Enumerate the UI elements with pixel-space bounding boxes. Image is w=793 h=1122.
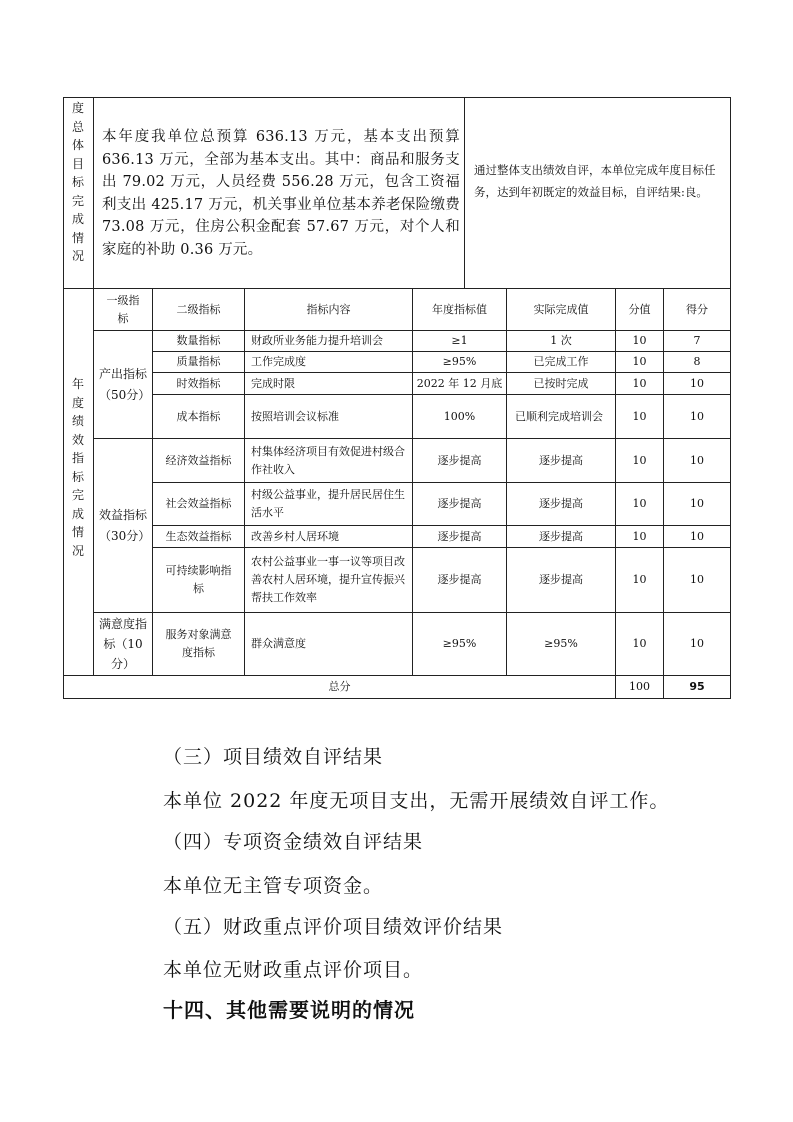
row-weight: 10 bbox=[632, 529, 647, 543]
section-text-4: 本单位无主管专项资金。 bbox=[163, 875, 384, 897]
group-benefit: 效益指标（30分） bbox=[99, 507, 151, 543]
total-label: 总分 bbox=[328, 680, 351, 693]
budget-summary: 本年度我单位总预算 636.13 万元，基本支出预算 636.13 万元，全部为基本支出。其中：商品和服务支出 79.02 万元，人员经费 556.28 万元，包含工资福利支出 425.17 万元，机关事业单位基本养老保险缴费 73.08 万元，住房公积金配套 57.67 万元，对个人和家庭的补助 0.36 万元。 bbox=[102, 129, 460, 258]
row-weight: 10 bbox=[632, 409, 647, 423]
row-level2: 生态效益指标 bbox=[165, 529, 232, 543]
row-weight: 10 bbox=[632, 334, 647, 347]
section-heading-4: （四）专项资金绩效自评结果 bbox=[163, 831, 424, 853]
row-score: 10 bbox=[690, 376, 704, 390]
row-actual: ≥95% bbox=[544, 637, 578, 650]
row-level2: 时效指标 bbox=[176, 376, 221, 390]
row-target: 逐步提高 bbox=[437, 529, 482, 543]
total-score: 95 bbox=[689, 680, 705, 693]
row-level2: 成本指标 bbox=[176, 409, 221, 423]
row-content: 村级公益事业，提升居民居住生活水平 bbox=[251, 488, 405, 519]
row-target: ≥95% bbox=[442, 637, 477, 650]
row-content: 村集体经济项目有效促进村级合作社收入 bbox=[251, 444, 405, 476]
row-target: ≥1 bbox=[451, 334, 468, 347]
row-target: 逐步提高 bbox=[437, 573, 482, 586]
row-actual: 逐步提高 bbox=[539, 453, 583, 467]
row-level2: 服务对象满意度指标 bbox=[165, 628, 232, 659]
section-text-5: 本单位无财政重点评价项目。 bbox=[163, 959, 424, 981]
row-target: ≥95% bbox=[442, 355, 477, 368]
annual-performance-label: 年度绩效指标完成情况 bbox=[72, 377, 85, 558]
row-weight: 10 bbox=[632, 573, 647, 586]
row-level2: 可持续影响指标 bbox=[165, 564, 232, 595]
row-actual: 逐步提高 bbox=[539, 497, 583, 510]
row-target: 逐步提高 bbox=[437, 453, 482, 467]
row-content: 群众满意度 bbox=[251, 637, 306, 650]
header-weight: 分值 bbox=[628, 302, 651, 316]
overall-target-label: 度总体目标完成情况 bbox=[72, 101, 85, 263]
row-actual: 已完成工作 bbox=[533, 355, 589, 368]
row-weight: 10 bbox=[632, 453, 647, 467]
row-content: 农村公益事业一事一议等项目改善农村人居环境，提升宣传振兴帮扶工作效率 bbox=[251, 555, 405, 604]
section-text-3: 本单位 2022 年度无项目支出，无需开展绩效自评工作。 bbox=[163, 790, 670, 812]
row-actual: 逐步提高 bbox=[539, 573, 583, 586]
row-score: 7 bbox=[693, 334, 701, 347]
header-target: 年度指标值 bbox=[432, 302, 487, 316]
row-actual: 已顺利完成培训会 bbox=[515, 409, 603, 423]
row-score: 8 bbox=[693, 355, 701, 368]
row-target: 逐步提高 bbox=[437, 497, 482, 510]
self-eval-conclusion: 通过整体支出绩效自评，本单位完成年度目标任务，达到年初既定的效益目标，自评结果:良。 bbox=[474, 163, 716, 199]
row-score: 10 bbox=[690, 497, 704, 510]
header-content: 指标内容 bbox=[306, 302, 351, 316]
row-weight: 10 bbox=[632, 497, 647, 510]
row-score: 10 bbox=[690, 529, 704, 543]
row-content: 按照培训会议标准 bbox=[251, 409, 339, 423]
header-level2: 二级指标 bbox=[176, 302, 221, 316]
row-score: 10 bbox=[690, 573, 704, 586]
row-score: 10 bbox=[690, 453, 704, 467]
row-target: 2022 年 12 月底 bbox=[416, 376, 503, 390]
header-score: 得分 bbox=[686, 302, 708, 316]
row-actual: 1 次 bbox=[550, 334, 572, 347]
section-heading-14: 十四、其他需要说明的情况 bbox=[163, 998, 415, 1022]
row-content: 财政所业务能力提升培训会 bbox=[251, 334, 383, 347]
group-satisfaction: 满意度指标（10分） bbox=[99, 617, 148, 671]
row-content: 改善乡村人居环境 bbox=[251, 529, 339, 543]
section-heading-3: （三）项目绩效自评结果 bbox=[163, 746, 384, 768]
row-actual: 已按时完成 bbox=[533, 376, 589, 390]
row-weight: 10 bbox=[632, 376, 647, 390]
row-score: 10 bbox=[690, 409, 704, 423]
row-content: 工作完成度 bbox=[251, 355, 306, 368]
group-output: 产出指标（50分） bbox=[99, 366, 151, 402]
row-weight: 10 bbox=[632, 355, 647, 368]
row-level2: 质量指标 bbox=[176, 355, 221, 368]
row-level2: 社会效益指标 bbox=[165, 497, 232, 510]
row-content: 完成时限 bbox=[251, 376, 295, 390]
total-weight: 100 bbox=[629, 680, 650, 693]
section-heading-5: （五）财政重点评价项目绩效评价结果 bbox=[163, 916, 504, 938]
header-level1: 一级指标 bbox=[106, 293, 140, 325]
header-actual: 实际完成值 bbox=[533, 302, 589, 316]
row-target: 100% bbox=[443, 409, 476, 423]
row-actual: 逐步提高 bbox=[539, 529, 583, 543]
row-score: 10 bbox=[690, 637, 704, 650]
row-level2: 数量指标 bbox=[176, 334, 221, 347]
row-level2: 经济效益指标 bbox=[165, 453, 232, 467]
row-weight: 10 bbox=[632, 637, 647, 650]
